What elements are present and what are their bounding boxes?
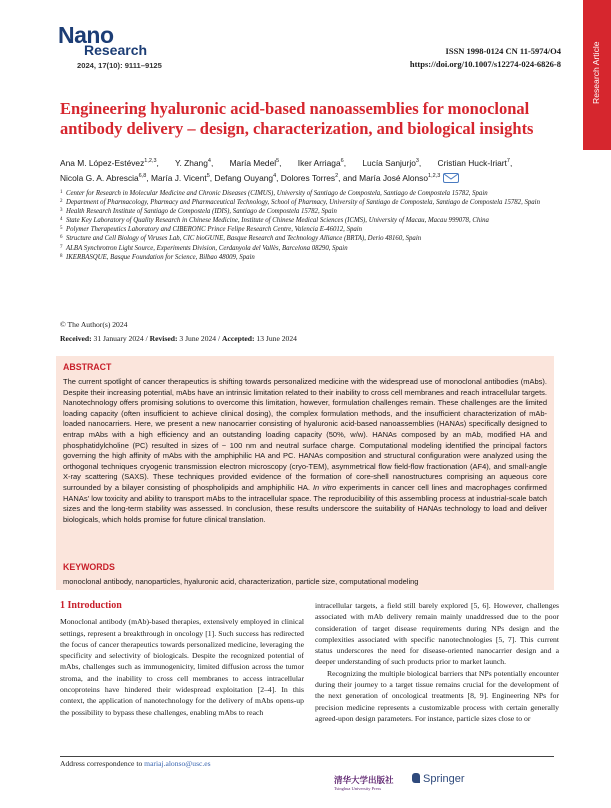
envelope-icon[interactable] <box>443 173 459 183</box>
affiliation-number: 8 <box>60 253 63 259</box>
author: María J. Vicent <box>150 172 207 183</box>
author-sup: 7 <box>506 158 510 164</box>
footer-divider <box>60 756 554 757</box>
correspondence-email[interactable]: mariaj.alonso@usc.es <box>144 759 211 768</box>
publisher-name-en: Tsinghua University Press <box>334 786 382 791</box>
author-sup: 6 <box>340 158 344 164</box>
logo-research: Research <box>84 42 148 58</box>
journal-ids <box>410 45 561 71</box>
keywords-text: monoclonal antibody, nanoparticles, hyaluronic acid, characterization, particle size, computational modeling <box>63 577 419 586</box>
affiliation-number: 1 <box>60 190 63 195</box>
paragraph: Recognizing the multiple biological barriers that NPs potentially encounter during their journey to a target tissue remains crucial for the development of the next generation of oncological treatments [8, 9]. Engineering NPs for precision medicine represents a customizable process with certain generally agreed-upon design parameters. For instance, particle sizes close to or <box>315 668 559 723</box>
author-sup: 3 <box>415 158 419 164</box>
springer-horse-icon <box>412 773 420 783</box>
affiliation <box>60 207 560 216</box>
affiliation-text: Health Research Institute of Santiago de Compostela (IDIS), Santiago de Compostela 15782, Spain <box>66 208 337 216</box>
affiliation <box>60 234 560 243</box>
author-list <box>60 155 580 185</box>
affiliation-text: Structure and Cell Biology of Viruses Lab, CIC bioGUNE, Basque Research and Technology Alliance (BRTA), Derio 48160, Spain <box>66 235 422 243</box>
author-sup: 2 <box>335 172 339 179</box>
accepted-date: 13 June 2024 <box>256 334 297 343</box>
affiliation-number: 5 <box>60 226 63 232</box>
correspondence <box>60 759 211 768</box>
author-sup: 1,2,3 <box>144 158 157 164</box>
issn: ISSN 1998-0124 CN 11-5974/O4 <box>445 46 561 56</box>
abstract-italic: In vitro <box>312 482 337 492</box>
affiliation <box>60 189 560 198</box>
author: Lucía Sanjurjo <box>362 157 416 168</box>
revised-date: 3 June 2024 <box>179 334 217 343</box>
affiliation-number: 7 <box>60 244 63 250</box>
author: Ana M. López-Estévez <box>60 157 145 168</box>
section-heading: 1 Introduction <box>60 600 122 611</box>
affiliation-text: State Key Laboratory of Quality Research in Chinese Medicine, Institute of Chinese Medical Sciences (ICMS), University of Macau, Macau 999078, China <box>66 217 489 225</box>
affiliation-number: 2 <box>60 199 63 205</box>
affiliation-text: ALBA Synchrotron Light Source, Experiments Division, Cerdanyola del Vallès, Barcelona 08290, Spain <box>66 244 348 252</box>
author: and María José Alonso <box>342 172 429 183</box>
author: María Medel <box>229 157 277 168</box>
revised-label: Revised: <box>149 334 178 343</box>
article-type-tab <box>583 0 611 150</box>
body-column-left <box>60 600 304 718</box>
body-column-right <box>315 600 559 724</box>
springer-name: Springer <box>423 773 465 785</box>
author-sup: 5 <box>206 172 210 179</box>
author-sup: 5 <box>276 158 280 164</box>
affiliation-text: IKERBASQUE, Basque Foundation for Science, Bilbao 48009, Spain <box>66 253 255 261</box>
correspondence-label: Address correspondence to <box>60 759 143 768</box>
paragraph: intracellular targets, a field still barely explored [5, 6]. However, challenges associated with mAb delivery remain mainly unaddressed due to the poor consideration of target disease requirements during NPs design and the complexities associated with specific nanotechnologies [5, 7]. This current status underscores the need for disease-oriented nanocarrier design and a deeper understanding of such products prior to market launch. <box>315 601 559 667</box>
affiliation-number: 6 <box>60 235 63 241</box>
author: Y. Zhang <box>174 157 208 168</box>
abstract-part-1: The current spotlight of cancer therapeutics is shifting towards personalized medicine with the widespread use of monoclonal antibodies (mAbs). Despite their increasing potential, mAbs have an intrinsic limitation related to their inability to cross cell membranes and reach intracellular targets. Nanotechnology offers promising solutions to overcome this limitation, however, formulation challenges remain. These challenges are the limited loading capacity (often insufficient to achieve clinical dosing), the complex formulation methods, and the insufficient characterization of mAb-loaded nanocarriers. Here, we present a new nanocarrier consisting of hyaluronic acid-based nanoassemblies (HANAs) specifically designed to entrap mAbs with a high efficiency and an outstanding loading capacity (50%, w/w). HANAs composed by an mAb, modified HA and phosphatidylcholine (PC) resulted in sizes of ~ 100 nm and neutral surface charge. Computational modeling identified the principal factors governing the high affinity of mAbs with the amphiphilic HA and PC. HANAs composition and structural configuration were analyzed using the orthogonal techniques cryogenic transmission electron microscopy (cryo-TEM), asymmetrical flow field-flow fractionation (AF4), and small-angle X-ray scattering (SAXS). These techniques provided evidence of the formation of core-shell nanostructures comprising an aqueous core surrounded by a bilayer consisting of phospholipids and amphiphilic HA. <box>63 377 547 492</box>
affiliation <box>60 225 560 234</box>
author-line-2: Nicola G. A. Abrescia$^{6,8}$, María J. Vicent$^5$, Defang Ouyang$^4$, Dolores Torres$^2$, and María José Alonso$^{1,2,3}$ <box>60 170 580 185</box>
abstract-text <box>63 377 547 525</box>
affiliation <box>60 198 560 207</box>
affiliation <box>60 253 560 262</box>
abstract-box <box>56 356 554 590</box>
author-sup: 4 <box>207 158 211 164</box>
author-line-1: Ana M. López-Estévez$^{1,2,3}$, Y. Zhang$^4$, María Medel$^5$, Iker Arriaga$^6$, Lucía Sanjurjo$^3$, Cristian Huck-Iriart$^7$, <box>60 157 513 168</box>
keywords-heading: KEYWORDS <box>63 562 115 572</box>
affiliation <box>60 216 560 225</box>
author: Defang Ouyang <box>214 172 274 183</box>
author-sup: 4 <box>273 172 277 179</box>
article-title: Engineering hyaluronic acid-based nanoassemblies for monoclonal antibody delivery – design, characterization, and biological insights <box>60 99 534 138</box>
article-type-label: Research Article <box>591 41 601 104</box>
abstract-heading: ABSTRACT <box>63 362 112 372</box>
journal-citation: 2024, 17(10): 9111–9125 <box>77 61 162 70</box>
accepted-label: Accepted: <box>222 334 255 343</box>
journal-logo[interactable] <box>58 22 148 58</box>
author: Iker Arriaga <box>297 157 341 168</box>
affiliation-list <box>60 189 560 262</box>
abstract-part-2: experiments in cancer cell lines and macrophages confirmed HANAs' low toxicity and ability to transport mAbs to the intracellular space. The reproducibility of this assembling process at industrial-scale batch sizes and the long-term stability was assessed. In conclusion, these results underscore the suitability of HANAs technology to load and deliver biologicals, which holds promise for future clinical translation. <box>63 482 547 524</box>
received-date: 31 January 2024 <box>93 334 144 343</box>
publisher-name: 清华大学出版社 <box>334 775 394 785</box>
affiliation-text: Department of Pharmacology, Pharmacy and Pharmaceutical Technology, School of Pharmacy, University of Santiago de Compostela, Santiago de Compostela 15782, Spain <box>66 199 540 207</box>
logo-nano: Nano <box>58 22 114 48</box>
copyright: © The Author(s) 2024 <box>60 320 128 329</box>
affiliation-text: Polymer Therapeutics Laboratory and CIBERONC Prince Felipe Research Centre, Valencia E-46012, Spain <box>66 226 363 234</box>
author: Cristian Huck-Iriart <box>437 157 507 168</box>
received-label: Received: <box>60 334 92 343</box>
doi-link[interactable]: https://doi.org/10.1007/s12274-024-6826-8 <box>409 59 561 69</box>
author: Nicola G. A. Abrescia <box>60 172 139 183</box>
affiliation <box>60 244 560 253</box>
author: Dolores Torres <box>280 172 336 183</box>
author-sup: 6,8 <box>138 172 147 179</box>
affiliation-number: 3 <box>60 208 63 214</box>
springer-logo <box>412 773 465 785</box>
publisher-logo <box>334 774 394 791</box>
affiliation-number: 4 <box>60 217 63 223</box>
affiliation-text: Center for Research in Molecular Medicine and Chronic Diseases (CIMUS), University of Santiago de Compostela, Santiago de Compostela 15782, Spain <box>66 190 488 197</box>
author-sup: 1,2,3 <box>428 172 441 179</box>
article-dates: Received: 31 January 2024 / Revised: 3 June 2024 / Accepted: 13 June 2024 <box>60 334 297 343</box>
paragraph: Monoclonal antibody (mAb)-based therapies, extensively employed in clinical settings, represent a breakthrough in oncology [1]. Such success has redirected the focus of cancer therapeutics towards personalized medicine, leveraging the specificity and selectivity of biologicals. Despite the recognized potential of mAbs, challenges such as immunogenicity, limited diffusion across the tumor stroma, and the inability to cross cell membranes to access intracellular oncoproteins have hindered their widespread exploitation [2–4]. In this context, the application of nanotechnology for the delivery of mAbs opens-up the possibility to bypass these challenges, enabling mAbs to reach <box>60 617 304 717</box>
